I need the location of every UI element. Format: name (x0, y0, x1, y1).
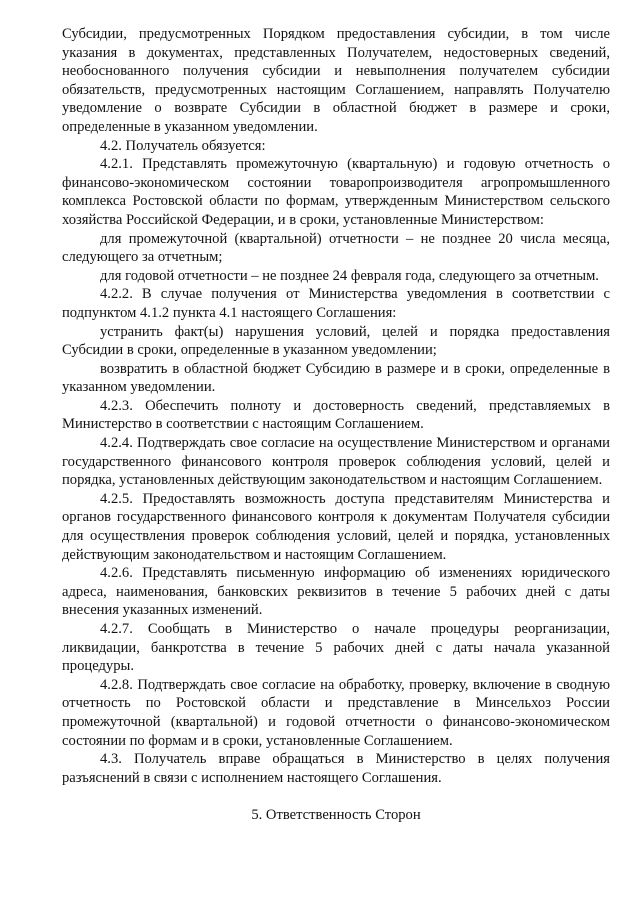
document-body (62, 25, 610, 787)
paragraph-4-2-3: 4.2.3. Обеспечить полноту и достоверность сведений, представляемых в Министерство в соответствии с настоящим Соглашением. (62, 397, 610, 433)
paragraph-4-2-5: 4.2.5. Предоставлять возможность доступа представителям Министерства и органов государственного финансового контроля к документам Получателя субсидии для осуществления проверок соблюдения условий, целей и порядка, установленных действующим законодательством и настоящим Соглашением. (62, 490, 610, 563)
paragraph-subsidy-return: Субсидии, предусмотренных Порядком предоставления субсидии, в том числе указания в документах, представленных Получателем, недостоверных сведений, необоснованного получения субсидии и невыполнения получателем субсидии обязательств, предусмотренных настоящим Соглашением, направлять Получателю уведомление о возврате Субсидии в областной бюджет в размере и сроки, определенные в указанном уведомлении. (62, 26, 610, 135)
paragraph-4-3: 4.3. Получатель вправе обращаться в Министерство в целях получения разъяснений в связи с исполнением настоящего Соглашения. (62, 751, 610, 786)
paragraph-return-subsidy: возвратить в областной бюджет Субсидию в размере и в сроки, определенные в указанном уведомлении. (62, 360, 610, 396)
paragraph-eliminate-violations: устранить факт(ы) нарушения условий, целей и порядка предоставления Субсидии в сроки, определенные в указанном уведомлении; (62, 323, 610, 359)
section-heading: 5. Ответственность Сторон (251, 807, 421, 824)
paragraph-4-2-6: 4.2.6. Представлять письменную информацию об изменениях юридического адреса, наименования, банковских реквизитов в течение 5 рабочих дней с даты внесения указанных изменений. (62, 565, 610, 619)
paragraph-quarterly-deadline: для промежуточной (квартальной) отчетности – не позднее 20 числа месяца, следующего за отчетным; (62, 230, 610, 266)
paragraph-4-2: 4.2. Получатель обязуется: (100, 137, 266, 154)
paragraph-4-2-8: 4.2.8. Подтверждать свое согласие на обработку, проверку, включение в сводную отчетность по Ростовской области и представление в Минсельхоз России промежуточной (квартальной) и годовой отчетности о финансово-экономическом состоянии по формам и в сроки, установленные Соглашением. (62, 676, 610, 749)
paragraph-4-2-2: 4.2.2. В случае получения от Министерства уведомления в соответствии с подпунктом 4.1.2 пункта 4.1 настоящего Соглашения: (62, 286, 610, 321)
paragraph-annual-deadline: для годовой отчетности – не позднее 24 февраля года, следующего за отчетным. (100, 267, 599, 284)
paragraph-4-2-7: 4.2.7. Сообщать в Министерство о начале процедуры реорганизации, ликвидации, банкротства в течение 5 рабочих дней с даты начала указанной процедуры. (62, 621, 610, 675)
paragraph-4-2-1: 4.2.1. Представлять промежуточную (квартальную) и годовую отчетность о финансово-экономическом состоянии товаропроизводителя агропромышленного комплекса Ростовской области по формам, утвержденным Министерством сельского хозяйства Российской Федерации, и в сроки, установленные Министерством: (62, 156, 610, 228)
paragraph-4-2-4: 4.2.4. Подтверждать свое согласие на осуществление Министерством и органами государственного финансового контроля проверок соблюдения условий, целей и порядка, установленных действующим законодательством и настоящим Соглашением. (62, 435, 610, 489)
